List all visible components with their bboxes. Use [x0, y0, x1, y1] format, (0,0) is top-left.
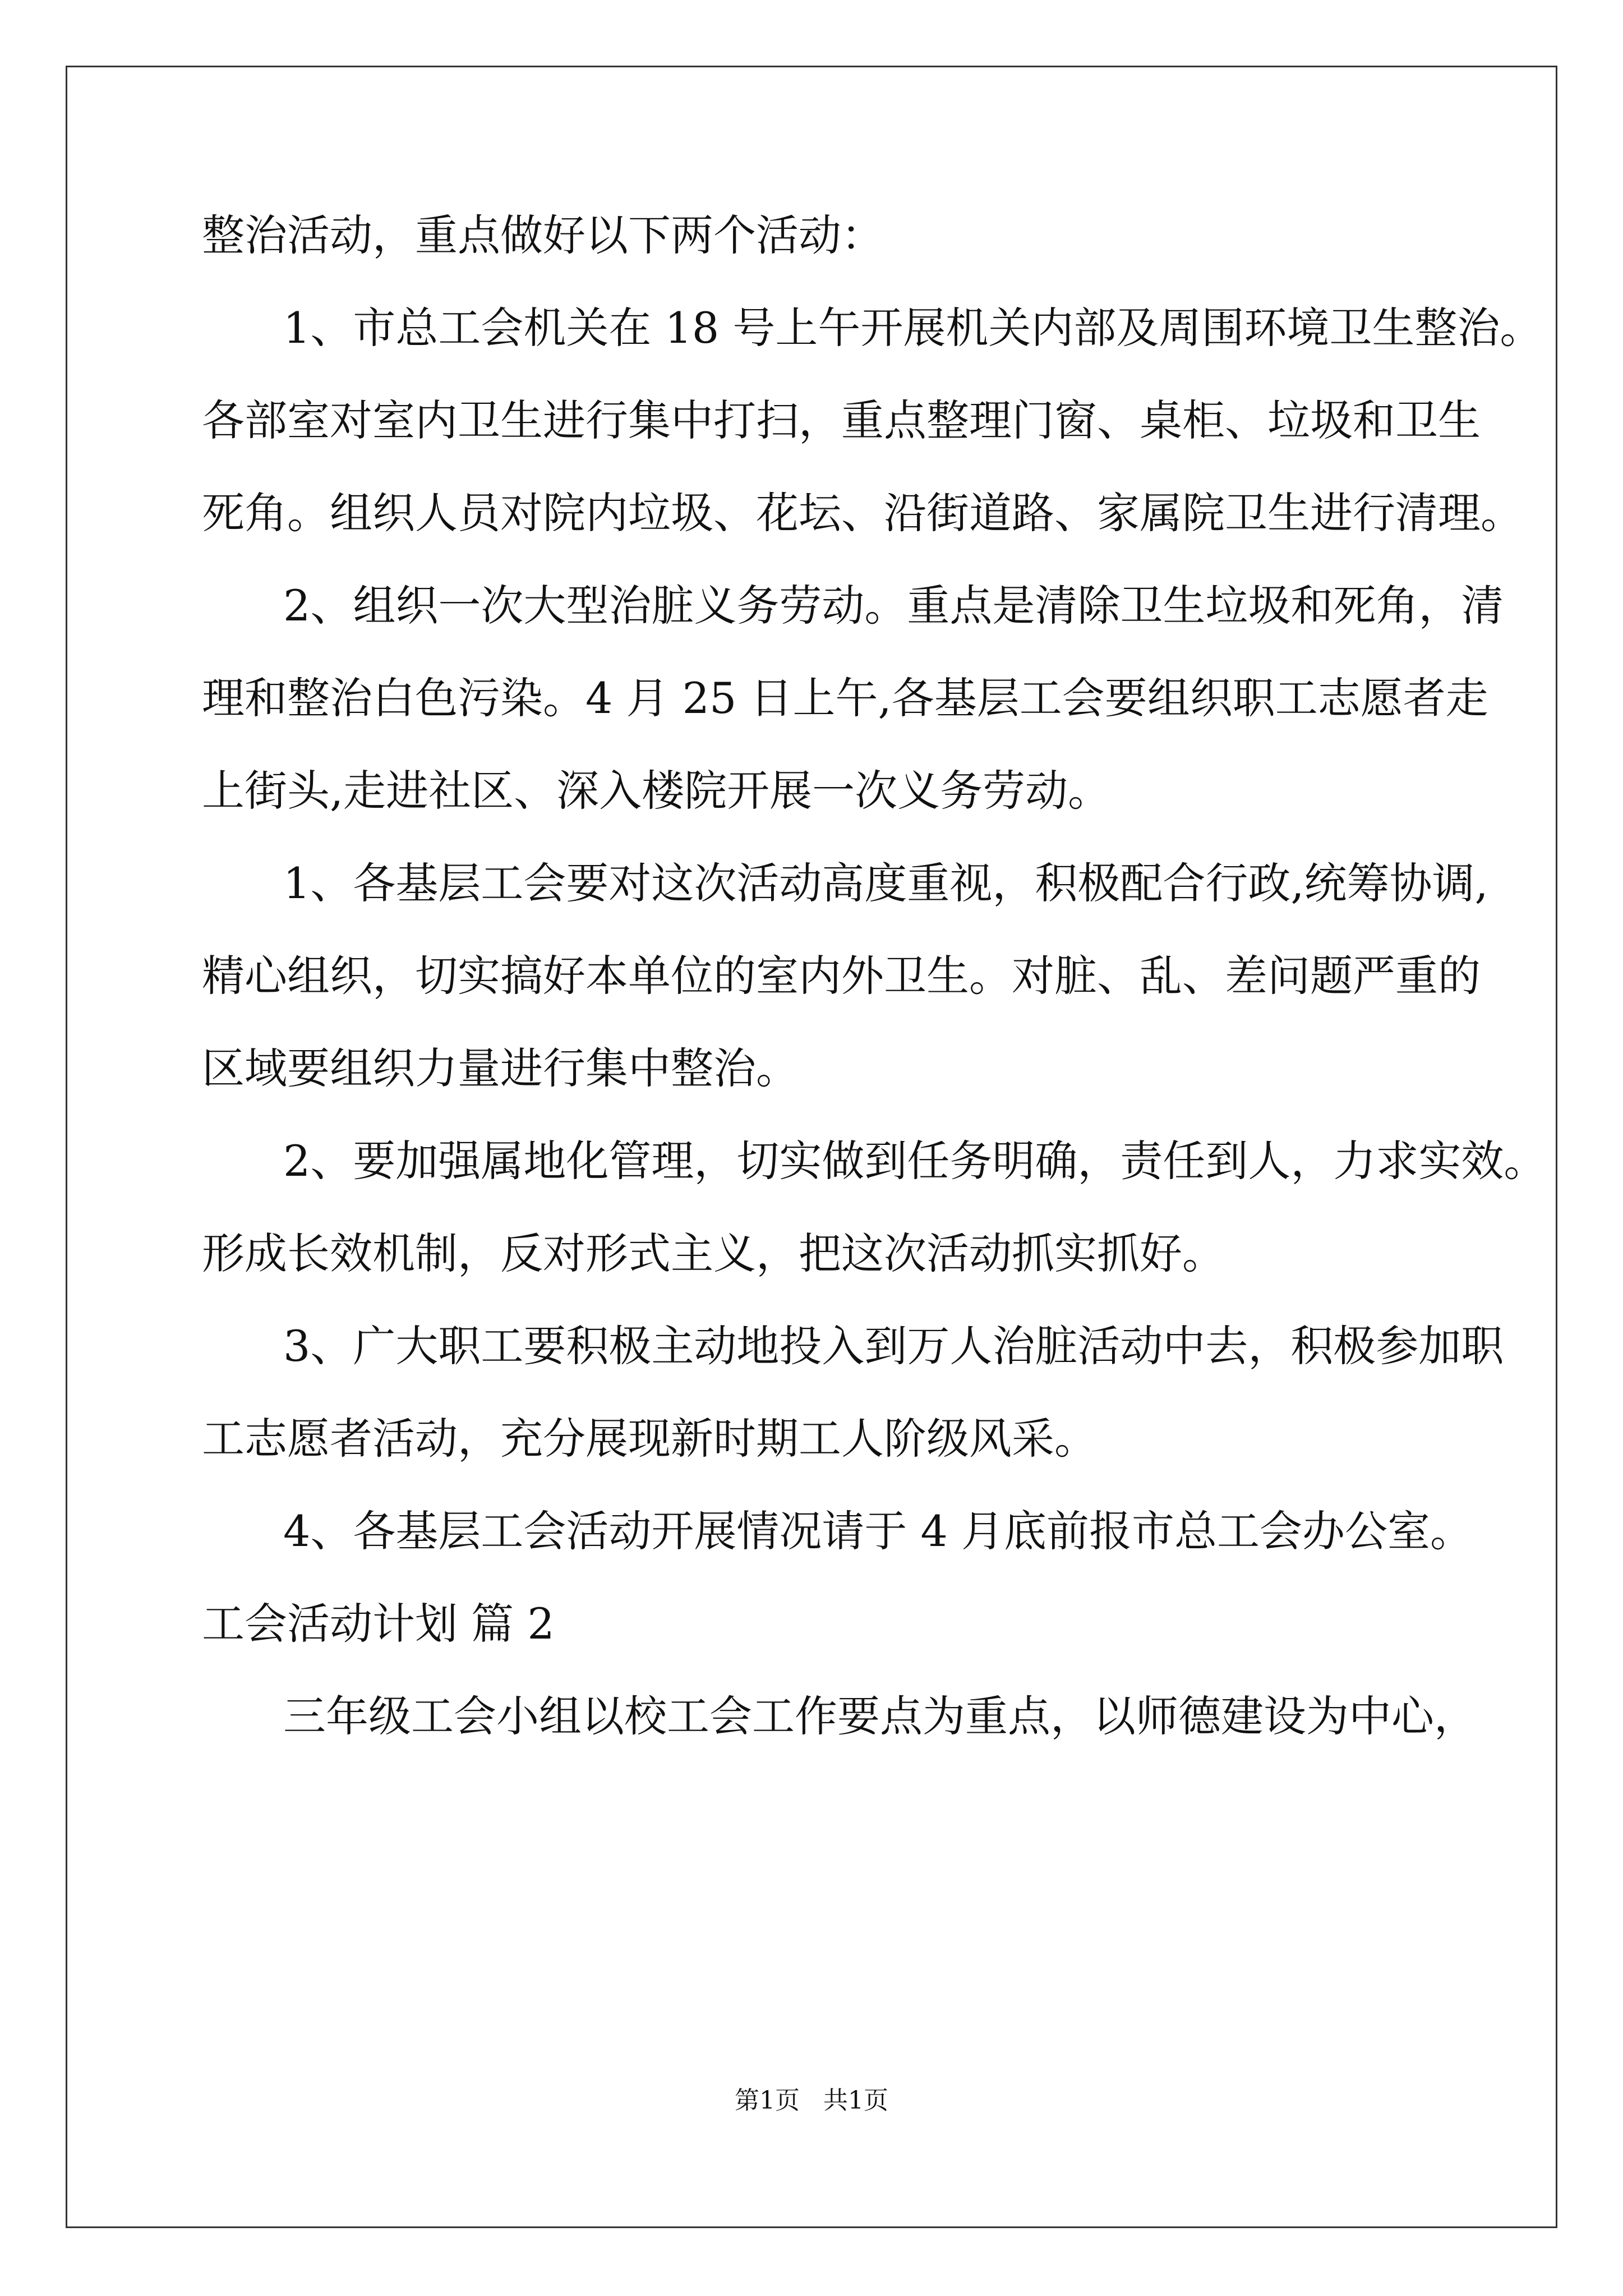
text-line-6: 理和整治白色污染。4 月 25 日上午,各基层工会要组织职工志愿者走: [202, 673, 1488, 723]
text-line-4: 死角。组织人员对院内垃圾、花坛、沿街道路、家属院卫生进行清理。: [202, 488, 1523, 538]
text-line-15: 4、各基层工会活动开展情况请于 4 月底前报市总工会办公室。: [283, 1506, 1473, 1556]
text-line-17: 三年级工会小组以校工会工作要点为重点，以师德建设为中心，: [283, 1691, 1477, 1741]
text-line-1: 整治活动，重点做好以下两个活动：: [202, 210, 884, 260]
text-line-5: 2、组织一次大型治脏义务劳动。重点是清除卫生垃圾和死角，清: [283, 581, 1504, 631]
text-line-14: 工志愿者活动，充分展现新时期工人阶级风采。: [202, 1414, 1097, 1464]
section-heading: 工会活动计划 篇 2: [202, 1599, 555, 1649]
text-line-2: 1、市总工会机关在 18 号上午开展机关内部及周围环境卫生整治。: [283, 303, 1543, 353]
text-line-9: 精心组织，切实搞好本单位的室内外卫生。对脏、乱、差问题严重的: [202, 951, 1481, 1001]
text-line-12: 形成长效机制，反对形式主义，把这次活动抓实抓好。: [202, 1228, 1225, 1278]
page-footer: 第1页 共1页: [735, 2086, 888, 2115]
text-line-11: 2、要加强属地化管理，切实做到任务明确，责任到人，力求实效。: [283, 1136, 1547, 1186]
text-line-7: 上街头,走进社区、深入楼院开展一次义务劳动。: [202, 766, 1111, 816]
text-line-8: 1、各基层工会要对这次活动高度重视，积极配合行政,统筹协调,: [283, 858, 1488, 908]
text-line-3: 各部室对室内卫生进行集中打扫，重点整理门窗、桌柜、垃圾和卫生: [202, 395, 1481, 445]
text-line-13: 3、广大职工要积极主动地投入到万人治脏活动中去，积极参加职: [283, 1321, 1504, 1371]
text-line-10: 区域要组织力量进行集中整治。: [202, 1043, 799, 1093]
